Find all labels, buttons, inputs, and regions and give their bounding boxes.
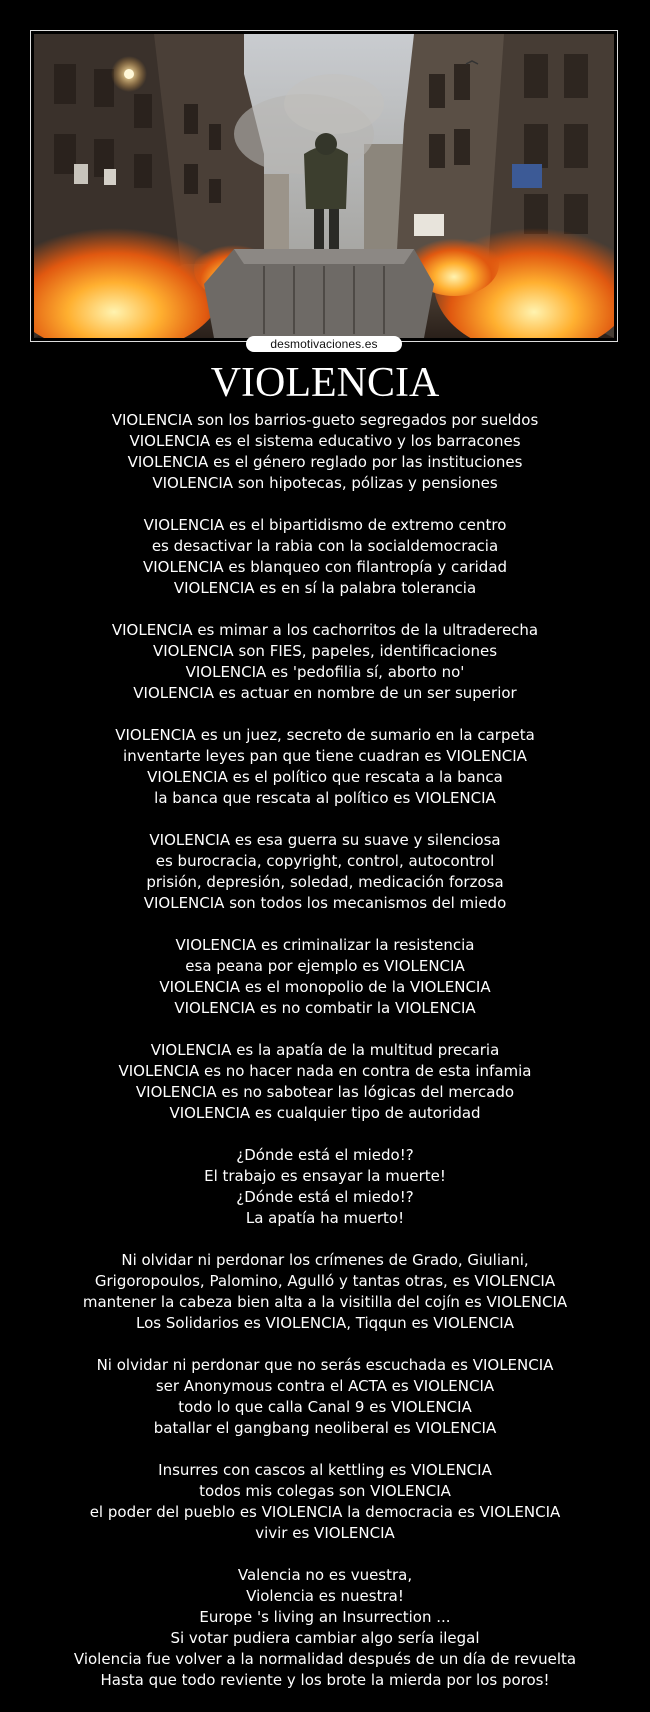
poem-line: VIOLENCIA es el sistema educativo y los barracones [129,432,521,450]
poem-stanza [0,935,650,1019]
poem-line: VIOLENCIA es el bipartidismo de extremo centro [143,516,507,534]
poem-line: VIOLENCIA es actuar en nombre de un ser superior [133,684,517,702]
poem-line: Hasta que todo reviente y los brote la mierda por los poros! [100,1671,550,1689]
poem-line: ¿Dónde está el miedo!? [236,1188,414,1206]
poem-line: Grigoropoulos, Palomino, Agulló y tantas otras, es VIOLENCIA [94,1272,556,1290]
poem-line: prisión, depresión, soledad, medicación forzosa [146,873,504,891]
poem-line: Europe 's living an Insurrection ... [199,1608,451,1626]
poem-line: VIOLENCIA es no hacer nada en contra de esta infamia [118,1062,532,1080]
poem-line: Insurres con cascos al kettling es VIOLENCIA [158,1461,492,1479]
poem-line: Valencia no es vuestra, [237,1566,413,1584]
poem-line: La apatía ha muerto! [245,1209,405,1227]
poem-line: VIOLENCIA son hipotecas, pólizas y pensiones [152,474,498,492]
poem-line: VIOLENCIA es blanqueo con filantropía y caridad [142,558,508,576]
poem-line: esa peana por ejemplo es VIOLENCIA [185,957,465,975]
watermark-logo: desmotivaciones.es [246,336,402,352]
poem-line: Ni olvidar ni perdonar los crímenes de Grado, Giuliani, [121,1251,529,1269]
street-fire-photo [34,34,614,338]
poem-stanza [0,1145,650,1229]
poem-line: VIOLENCIA son los barrios-gueto segregados por sueldos [111,411,539,429]
poem-line: todo lo que calla Canal 9 es VIOLENCIA [178,1398,472,1416]
poem-line: VIOLENCIA es mimar a los cachorritos de la ultraderecha [111,621,539,639]
poem-line: inventarte leyes pan que tiene cuadran es VIOLENCIA [123,747,527,765]
poem-line: es desactivar la rabia con la socialdemocracia [151,537,499,555]
poem-stanza [0,1250,650,1334]
poem-stanza [0,725,650,809]
poem-stanza [0,1460,650,1544]
poem-line: vivir es VIOLENCIA [255,1524,395,1542]
poem-line: Violencia fue volver a la normalidad después de un día de revuelta [73,1650,577,1668]
poem-line: la banca que rescata al político es VIOLENCIA [154,789,496,807]
poem-stanza [0,1040,650,1124]
poem-line: VIOLENCIA son todos los mecanismos del miedo [143,894,507,912]
poem-line: VIOLENCIA es no sabotear las lógicas del mercado [135,1083,515,1101]
poem-line: VIOLENCIA son FIES, papeles, identificaciones [152,642,498,660]
poem-line: el poder del pueblo es VIOLENCIA la democracia es VIOLENCIA [89,1503,561,1521]
poem-stanza [0,620,650,704]
poem-line: VIOLENCIA es el político que rescata a la banca [147,768,503,786]
poem-line: El trabajo es ensayar la muerte! [204,1167,446,1185]
poem-line: Los Solidarios es VIOLENCIA, Tiqqun es VIOLENCIA [136,1314,514,1332]
poem-line: VIOLENCIA es el género reglado por las instituciones [127,453,523,471]
poem-line: Violencia es nuestra! [246,1587,404,1605]
poem-line: VIOLENCIA es 'pedofilia sí, aborto no' [185,663,465,681]
poem-line: VIOLENCIA es el monopolio de la VIOLENCIA [159,978,491,996]
poem-line: VIOLENCIA es la apatía de la multitud precaria [150,1041,500,1059]
poem-line: VIOLENCIA es un juez, secreto de sumario en la carpeta [115,726,535,744]
poem-line: todos mis colegas son VIOLENCIA [199,1482,451,1500]
poem-stanza [0,830,650,914]
poem-line: VIOLENCIA es en sí la palabra tolerancia [173,579,477,597]
poster-image-frame [30,30,618,342]
poster-title: VIOLENCIA [210,360,440,406]
poem-line: VIOLENCIA es cualquier tipo de autoridad [169,1104,481,1122]
poem-line: VIOLENCIA es esa guerra su suave y silenciosa [149,831,501,849]
poem-line: Si votar pudiera cambiar algo sería ilegal [170,1629,480,1647]
poem-stanza [0,1565,650,1691]
poem-line: es burocracia, copyright, control, autocontrol [155,852,495,870]
poem-line: mantener la cabeza bien alta a la visitilla del cojín es VIOLENCIA [82,1293,568,1311]
poem-line: ser Anonymous contra el ACTA es VIOLENCIA [155,1377,495,1395]
poem-line: ¿Dónde está el miedo!? [236,1146,414,1164]
poem-stanza [0,515,650,599]
poem-line: VIOLENCIA es criminalizar la resistencia [175,936,475,954]
poem-line: batallar el gangbang neoliberal es VIOLENCIA [153,1419,497,1437]
poem-line: Ni olvidar ni perdonar que no serás escuchada es VIOLENCIA [96,1356,554,1374]
poem-stanza [0,410,650,494]
poem-line: VIOLENCIA es no combatir la VIOLENCIA [174,999,476,1017]
poem-stanza [0,1355,650,1439]
poem-text [0,410,650,1691]
